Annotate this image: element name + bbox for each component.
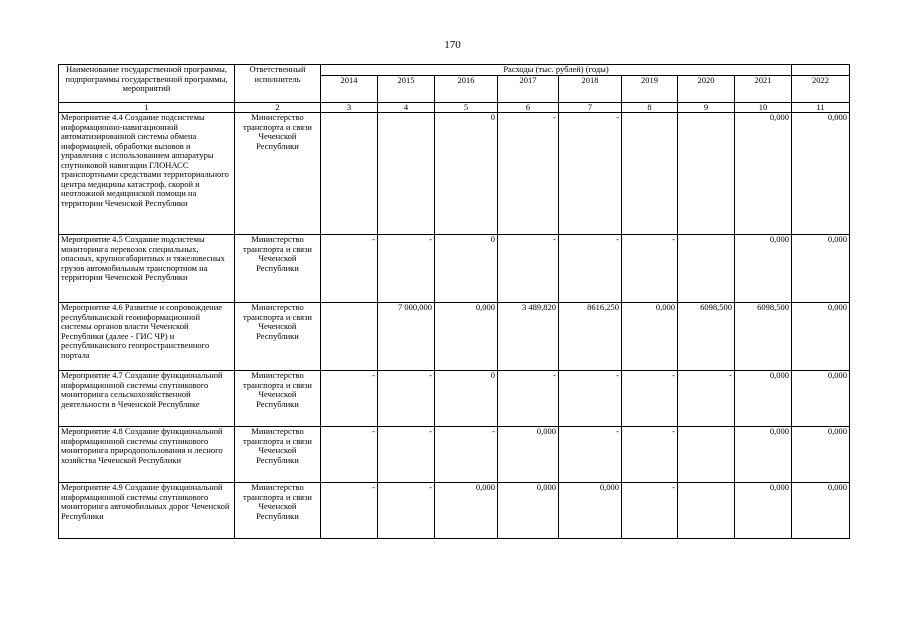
header-responsible: Ответственный исполнитель bbox=[235, 65, 321, 103]
responsible-executor: Министерство транспорта и связи Чеченской Республики bbox=[235, 235, 321, 303]
expense-2020 bbox=[678, 235, 735, 303]
expense-2014: - bbox=[321, 371, 378, 427]
measure-name: Мероприятие 4.5 Создание подсистемы мониторинга перевозок специальных, опасных, крупногабаритных и тяжеловесных грузов автомобильным транспортном на территории Чеченской Республики bbox=[59, 235, 235, 303]
expense-2014 bbox=[321, 303, 378, 371]
col-number: 9 bbox=[678, 102, 735, 113]
expense-2018: - bbox=[559, 235, 622, 303]
expense-2016: 0,000 bbox=[435, 483, 498, 539]
expense-2021: 0,000 bbox=[735, 235, 792, 303]
expense-2015: - bbox=[378, 235, 435, 303]
expense-2018: 8616,250 bbox=[559, 303, 622, 371]
expense-2021: 0,000 bbox=[735, 371, 792, 427]
expense-2017: 0,000 bbox=[498, 427, 559, 483]
expense-2021: 0,000 bbox=[735, 113, 792, 235]
table-row bbox=[59, 371, 850, 427]
expense-2015: 7 000,000 bbox=[378, 303, 435, 371]
expense-2016: 0,000 bbox=[435, 303, 498, 371]
measure-name: Мероприятие 4.7 Создание функциональной информационной системы спутникового мониторинга сельскохозяйственной деятельности в Чеченской Республике bbox=[59, 371, 235, 427]
expense-2017: - bbox=[498, 371, 559, 427]
col-number: 8 bbox=[622, 102, 678, 113]
expense-2020: - bbox=[678, 371, 735, 427]
year-2022: 2022 bbox=[792, 75, 850, 102]
expense-2019: - bbox=[622, 235, 678, 303]
col-number: 1 bbox=[59, 102, 235, 113]
header-name: Наименование государственной программы, подпрограммы государственной программы, мероприятий bbox=[59, 65, 235, 103]
col-number: 6 bbox=[498, 102, 559, 113]
table-row bbox=[59, 113, 850, 235]
expense-2022: 0,000 bbox=[792, 483, 850, 539]
col-number: 3 bbox=[321, 102, 378, 113]
measure-name: Мероприятие 4.9 Создание функциональной информационной системы спутникового мониторинга автомобильных дорог Чеченской Республики bbox=[59, 483, 235, 539]
expense-2018: - bbox=[559, 427, 622, 483]
expense-2020 bbox=[678, 483, 735, 539]
responsible-executor: Министерство транспорта и связи Чеченской Республики bbox=[235, 483, 321, 539]
expense-2021: 0,000 bbox=[735, 427, 792, 483]
expense-2017: 3 489,820 bbox=[498, 303, 559, 371]
col-number: 11 bbox=[792, 102, 850, 113]
expense-2022: 0,000 bbox=[792, 235, 850, 303]
year-2020: 2020 bbox=[678, 75, 735, 102]
responsible-executor: Министерство транспорта и связи Чеченской Республики bbox=[235, 113, 321, 235]
header-row bbox=[59, 65, 850, 76]
expense-2020 bbox=[678, 113, 735, 235]
expense-2022: 0,000 bbox=[792, 303, 850, 371]
year-2016: 2016 bbox=[435, 75, 498, 102]
expense-2016: - bbox=[435, 427, 498, 483]
expense-2020: 6098,500 bbox=[678, 303, 735, 371]
expense-2016: 0 bbox=[435, 371, 498, 427]
expense-2021: 6098,500 bbox=[735, 303, 792, 371]
expense-2015: - bbox=[378, 427, 435, 483]
table-row bbox=[59, 427, 850, 483]
expense-2017: 0,000 bbox=[498, 483, 559, 539]
expense-2022: 0,000 bbox=[792, 371, 850, 427]
expense-2016: 0 bbox=[435, 235, 498, 303]
expense-2019: - bbox=[622, 483, 678, 539]
budget-table bbox=[58, 64, 850, 539]
table-row bbox=[59, 235, 850, 303]
header-expenses: Расходы (тыс. рублей) (годы) bbox=[321, 65, 792, 76]
expense-2019 bbox=[622, 113, 678, 235]
header-expenses-blank bbox=[792, 65, 850, 76]
responsible-executor: Министерство транспорта и связи Чеченской Республики bbox=[235, 303, 321, 371]
expense-2014 bbox=[321, 113, 378, 235]
expense-2018: - bbox=[559, 113, 622, 235]
expense-2019: 0,000 bbox=[622, 303, 678, 371]
page-number: 170 bbox=[444, 39, 461, 51]
expense-2017: - bbox=[498, 113, 559, 235]
expense-2014: - bbox=[321, 483, 378, 539]
expense-2015: - bbox=[378, 371, 435, 427]
expense-2022: 0,000 bbox=[792, 427, 850, 483]
measure-name: Мероприятие 4.4 Создание подсистемы информационно-навигационной автоматизированной системы обмена информацией, обработки вызовов и управления с использованием аппаратуры спутниковой навигации ГЛОНАСС транспортными средствами территориального центра медицины катастроф, скорой и неотложной медицинской помощи на территории Чеченской Республики bbox=[59, 113, 235, 235]
table-row bbox=[59, 303, 850, 371]
table-row bbox=[59, 483, 850, 539]
year-2015: 2015 bbox=[378, 75, 435, 102]
column-number-row bbox=[59, 102, 850, 113]
col-number: 2 bbox=[235, 102, 321, 113]
expense-2015 bbox=[378, 113, 435, 235]
expense-2021: 0,000 bbox=[735, 483, 792, 539]
expense-2019: - bbox=[622, 371, 678, 427]
year-2017: 2017 bbox=[498, 75, 559, 102]
year-2018: 2018 bbox=[559, 75, 622, 102]
year-2014: 2014 bbox=[321, 75, 378, 102]
col-number: 4 bbox=[378, 102, 435, 113]
col-number: 10 bbox=[735, 102, 792, 113]
col-number: 7 bbox=[559, 102, 622, 113]
expense-2020 bbox=[678, 427, 735, 483]
responsible-executor: Министерство транспорта и связи Чеченской Республики bbox=[235, 427, 321, 483]
year-2021: 2021 bbox=[735, 75, 792, 102]
measure-name: Мероприятие 4.6 Развитие и сопровождение республиканской геоинформационной системы органов власти Чеченской Республики (далее - ГИС ЧР) и республиканского геопространственного портала bbox=[59, 303, 235, 371]
expense-2015: - bbox=[378, 483, 435, 539]
expense-2018: - bbox=[559, 371, 622, 427]
expense-2022: 0,000 bbox=[792, 113, 850, 235]
expense-2019: - bbox=[622, 427, 678, 483]
expense-2018: 0,000 bbox=[559, 483, 622, 539]
measure-name: Мероприятие 4.8 Создание функциональной информационной системы спутникового мониторинга природопользования и лесного хозяйства Чеченской Республики bbox=[59, 427, 235, 483]
expense-2017: - bbox=[498, 235, 559, 303]
year-2019: 2019 bbox=[622, 75, 678, 102]
expense-2016: 0 bbox=[435, 113, 498, 235]
expense-2014: - bbox=[321, 235, 378, 303]
expense-2014: - bbox=[321, 427, 378, 483]
responsible-executor: Министерство транспорта и связи Чеченской Республики bbox=[235, 371, 321, 427]
col-number: 5 bbox=[435, 102, 498, 113]
